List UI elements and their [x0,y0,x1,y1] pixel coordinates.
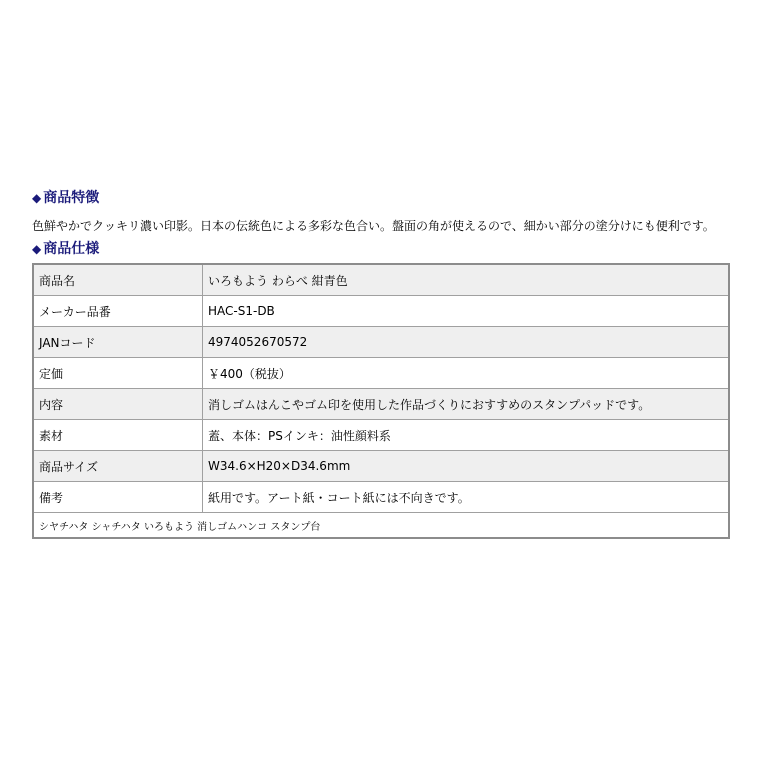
spec-label: 商品サイズ [33,451,203,482]
spec-label: メーカー品番 [33,296,203,327]
table-row [33,358,729,389]
spec-value: 4974052670572 [203,327,730,358]
spec-label: 備考 [33,482,203,513]
spec-label: 素材 [33,420,203,451]
table-row [33,296,729,327]
diamond-bullet-icon: ◆ [32,242,42,256]
spec-label: 定価 [33,358,203,389]
table-row [33,264,729,296]
spec-value: 蓋、本体：PSインキ：油性顔料系 [203,420,730,451]
table-row [33,482,729,513]
spec-value: HAC-S1-DB [203,296,730,327]
table-footer-row [33,513,729,539]
spec-label: JANコード [33,327,203,358]
features-heading [32,188,730,210]
spec-table [32,263,730,539]
spec-value: 消しゴムはんこやゴム印を使用した作品づくりにおすすめのスタンプパッドです。 [203,389,730,420]
spec-label: 内容 [33,389,203,420]
table-row [33,327,729,358]
diamond-bullet-icon: ◆ [32,191,42,205]
table-row [33,451,729,482]
specs-heading-text: 商品仕様 [43,241,100,257]
product-details [32,188,730,539]
spec-value: いろもよう わらべ 紺青色 [203,264,730,296]
features-heading-text: 商品特徴 [43,190,100,206]
table-row [33,389,729,420]
spec-value: ￥400（税抜） [203,358,730,389]
spec-label: 商品名 [33,264,203,296]
keywords-footer: シヤチハタ シャチハタ いろもよう 消しゴムハンコ スタンプ台 [33,513,729,539]
specs-heading [32,239,730,261]
table-row [33,420,729,451]
spec-value: 紙用です。アート紙・コート紙には不向きです。 [203,482,730,513]
spec-value: W34.6×H20×D34.6mm [203,451,730,482]
features-description: 色鮮やかでクッキリ濃い印影。日本の伝統色による多彩な色合い。盤面の角が使えるので、細かい部分の塗分けにも便利です。 [32,219,715,233]
